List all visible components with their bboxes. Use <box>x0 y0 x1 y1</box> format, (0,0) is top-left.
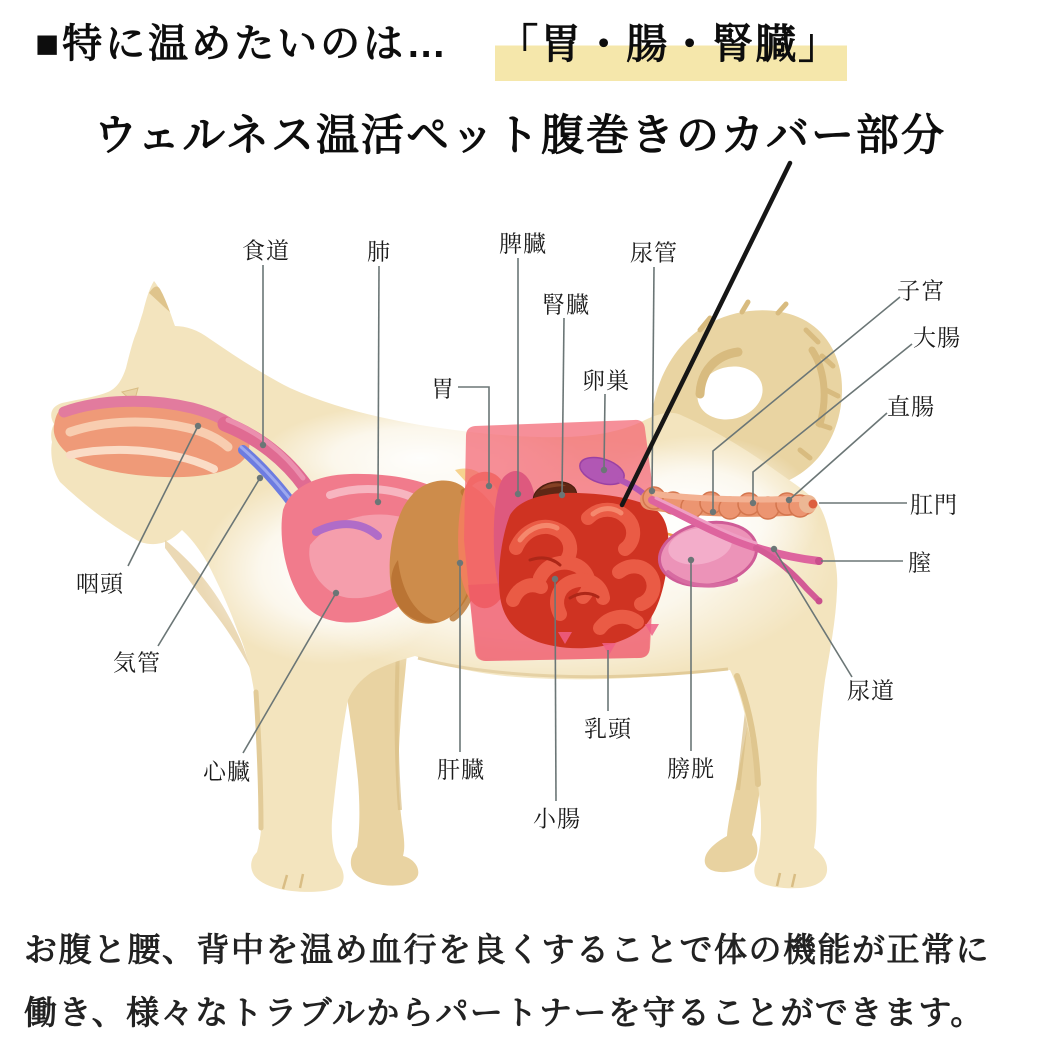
leader-line-ovary <box>604 394 605 470</box>
anus-dot <box>809 500 818 509</box>
leader-dot-heart <box>333 590 339 596</box>
organ-label-heart: 心臓 <box>203 759 251 786</box>
leader-dot-uterus <box>710 509 716 515</box>
organ-label-ureter: 尿管 <box>630 240 678 267</box>
organ-label-large-intestine: 大腸 <box>913 325 961 352</box>
organ-label-lung: 肺 <box>367 239 391 266</box>
leader-dot-esophagus <box>260 442 266 448</box>
organ-label-trachea: 気管 <box>113 650 161 677</box>
small-intestine-group <box>499 493 669 648</box>
leader-line-small-intestine <box>555 579 556 801</box>
leader-dot-liver <box>457 560 463 566</box>
organ-label-esophagus: 食道 <box>242 238 290 265</box>
organ-label-bladder: 膀胱 <box>667 756 715 783</box>
leader-dot-kidney <box>559 492 565 498</box>
leader-dot-large-intestine <box>750 500 756 506</box>
leader-dot-trachea <box>257 475 263 481</box>
organ-label-vagina: 膣 <box>908 550 932 577</box>
leader-dot-rectum <box>786 497 792 503</box>
leader-dot-pharynx <box>195 423 201 429</box>
footer-text <box>24 918 1018 1040</box>
leader-dot-urethra <box>771 546 777 552</box>
organ-label-small-intestine: 小腸 <box>533 806 581 833</box>
leader-line-lung <box>378 266 379 502</box>
organ-label-anus: 肛門 <box>910 492 958 519</box>
product-cover-subtitle: ウェルネス温活ペット腹巻きのカバー部分 <box>94 112 946 160</box>
footer-line-2: 働き、様々なトラブルからパートナーを守ることができます。 <box>24 994 985 1032</box>
title-highlighted-organs: 「胃・腸・腎臓」 <box>495 22 847 81</box>
leader-dot-stomach <box>486 483 492 489</box>
organ-label-stomach: 胃 <box>431 376 455 403</box>
leader-dot-ureter <box>649 488 655 494</box>
organ-label-liver: 肝臓 <box>437 757 485 784</box>
organ-label-nipple: 乳頭 <box>584 716 632 743</box>
organ-label-rectum: 直腸 <box>887 394 935 421</box>
title-prefix: ■特に温めたいのは… <box>35 22 450 66</box>
urethra-end <box>816 598 823 605</box>
organ-label-kidney: 腎臓 <box>542 292 590 319</box>
organ-label-uterus: 子宮 <box>897 278 945 305</box>
organ-label-spleen: 脾臓 <box>499 231 547 258</box>
leader-dot-ovary <box>601 467 607 473</box>
leader-dot-bladder <box>688 557 694 563</box>
leader-dot-lung <box>375 499 381 505</box>
footer-line-1: お腹と腰、背中を温め血行を良くすることで体の機能が正常に <box>24 931 990 968</box>
leader-dot-small-intestine <box>552 576 558 582</box>
organ-label-urethra: 尿道 <box>847 678 895 705</box>
organ-label-ovary: 卵巣 <box>582 368 630 395</box>
organ-label-pharynx: 咽頭 <box>76 571 124 598</box>
leader-dot-spleen <box>515 491 521 497</box>
